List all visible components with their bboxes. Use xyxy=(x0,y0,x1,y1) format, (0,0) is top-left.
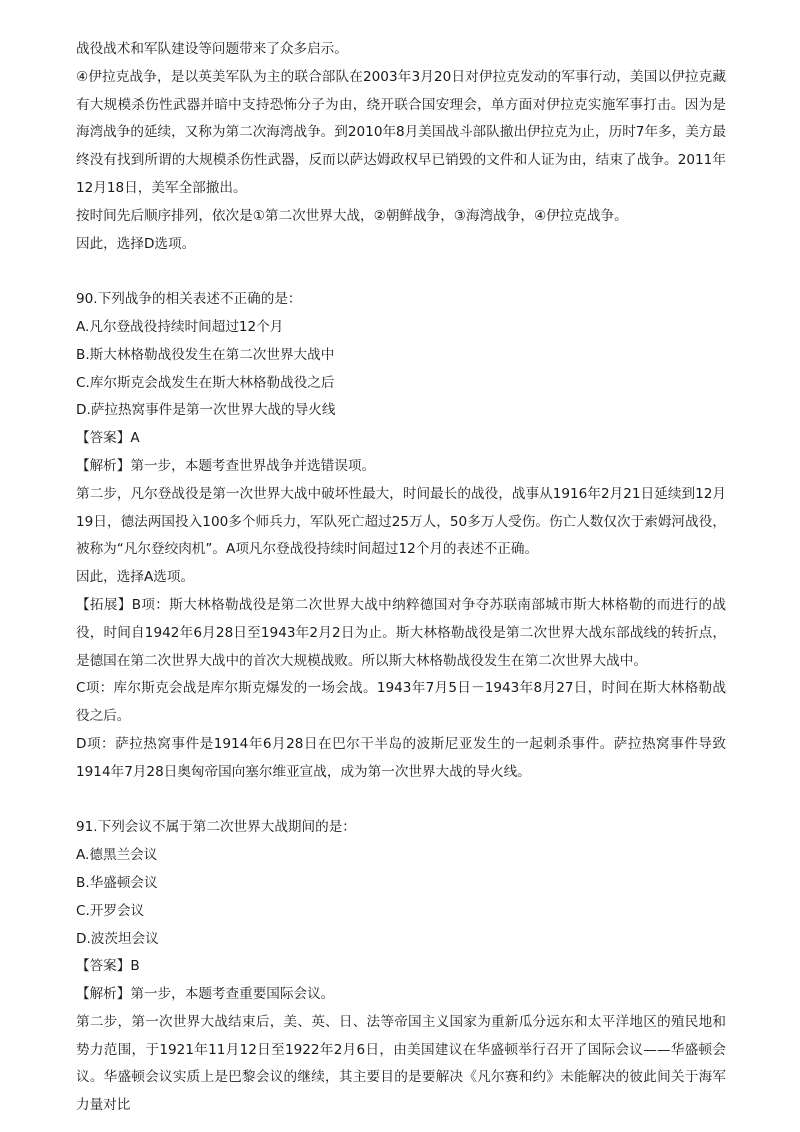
paragraph-text: C项：库尔斯克会战是库尔斯克爆发的一场会战。1943年7月5日－1943年8月27日，时间在斯大林格勒战役之后。 xyxy=(76,680,726,725)
question-title: 90.下列战争的相关表述不正确的是： xyxy=(76,291,302,308)
extension-line: 【拓展】B项：斯大林格勒战役是第二次世界大战中纳粹德国对争夺苏联南部城市斯大林格勒的而进行的战役，时间自1942年6月28日至1943年2月2日为止。斯大林格勒战役是第二次世界大战东部战线的转折点，是德国在第二次世界大战中的首次大规模战败。所以斯大林格勒战役发生在第二次世界大战中。 xyxy=(76,596,726,669)
option-d: D.波茨坦会议 xyxy=(76,930,159,947)
option-d: D.萨拉热窝事件是第一次世界大战的导火线 xyxy=(76,402,336,419)
document-page xyxy=(76,36,726,1120)
paragraph-text: 因此，选择D选项。 xyxy=(76,235,196,252)
analysis-line: 【解析】第一步，本题考查重要国际会议。 xyxy=(76,986,335,1003)
section-spacer xyxy=(76,787,726,815)
analysis-line: 【解析】第一步，本题考查世界战争并选错误项。 xyxy=(76,457,376,474)
paragraph-text: 第二步，第一次世界大战结束后，美、英、日、法等帝国主义国家为重新瓜分远东和太平洋地区的殖民地和势力范围，于1921年11月12日至1922年2月6日，由美国建议在华盛顿举行召开了国际会议——华盛顿会议。华盛顿会议实质上是巴黎会议的继续，其主要目的是要解决《凡尔赛和约》未能解决的彼此间关于海军力量对比 xyxy=(76,1013,726,1114)
paragraph-text: 按时间先后顺序排列，依次是①第二次世界大战，②朝鲜战争，③海湾战争，④伊拉克战争。 xyxy=(76,207,628,224)
option-b: B.斯大林格勒战役发生在第二次世界大战中 xyxy=(76,346,335,363)
paragraph-text: 第二步，凡尔登战役是第一次世界大战中破坏性最大，时间最长的战役，战事从1916年2月21日延续到12月19日，德法两国投入100多个师兵力，军队死亡超过25万人，50多万人受伤。伤亡人数仅次于索姆河战役，被称为“凡尔登绞肉机”。A项凡尔登战役持续时间超过12个月的表述不正确。 xyxy=(76,485,726,558)
paragraph-text: D项：萨拉热窝事件是1914年6月28日在巴尔干半岛的波斯尼亚发生的一起刺杀事件。萨拉热窝事件导致1914年7月28日奥匈帝国向塞尔维亚宣战，成为第一次世界大战的导火线。 xyxy=(76,735,726,780)
answer-line: 【答案】A xyxy=(76,430,140,447)
paragraph-text: 因此，选择A选项。 xyxy=(76,569,195,586)
paragraph-text: 战役战术和军队建设等问题带来了众多启示。 xyxy=(76,41,348,57)
option-a: A.德黑兰会议 xyxy=(76,847,158,864)
answer-line: 【答案】B xyxy=(76,958,140,975)
option-c: C.库尔斯克会战发生在斯大林格勒战役之后 xyxy=(76,374,335,391)
paragraph-text: ④伊拉克战争，是以英美军队为主的联合部队在2003年3月20日对伊拉克发动的军事行动，美国以伊拉克藏有大规模杀伤性武器并暗中支持恐怖分子为由，绕开联合国安理会，单方面对伊拉克实施军事打击。因为是海湾战争的延续，又称为第二次海湾战争。到2010年8月美国战斗部队撤出伊拉克为止，历时7年多，美方最终没有找到所谓的大规模杀伤性武器，反而以萨达姆政权早已销毁的文件和人证为由，结束了战争。2011年12月18日，美军全部撤出。 xyxy=(76,68,727,196)
option-c: C.开罗会议 xyxy=(76,902,145,919)
option-a: A.凡尔登战役持续时间超过12个月 xyxy=(76,318,284,335)
question-title: 91.下列会议不属于第二次世界大战期间的是： xyxy=(76,819,356,836)
option-b: B.华盛顿会议 xyxy=(76,874,158,891)
section-spacer xyxy=(76,258,726,286)
